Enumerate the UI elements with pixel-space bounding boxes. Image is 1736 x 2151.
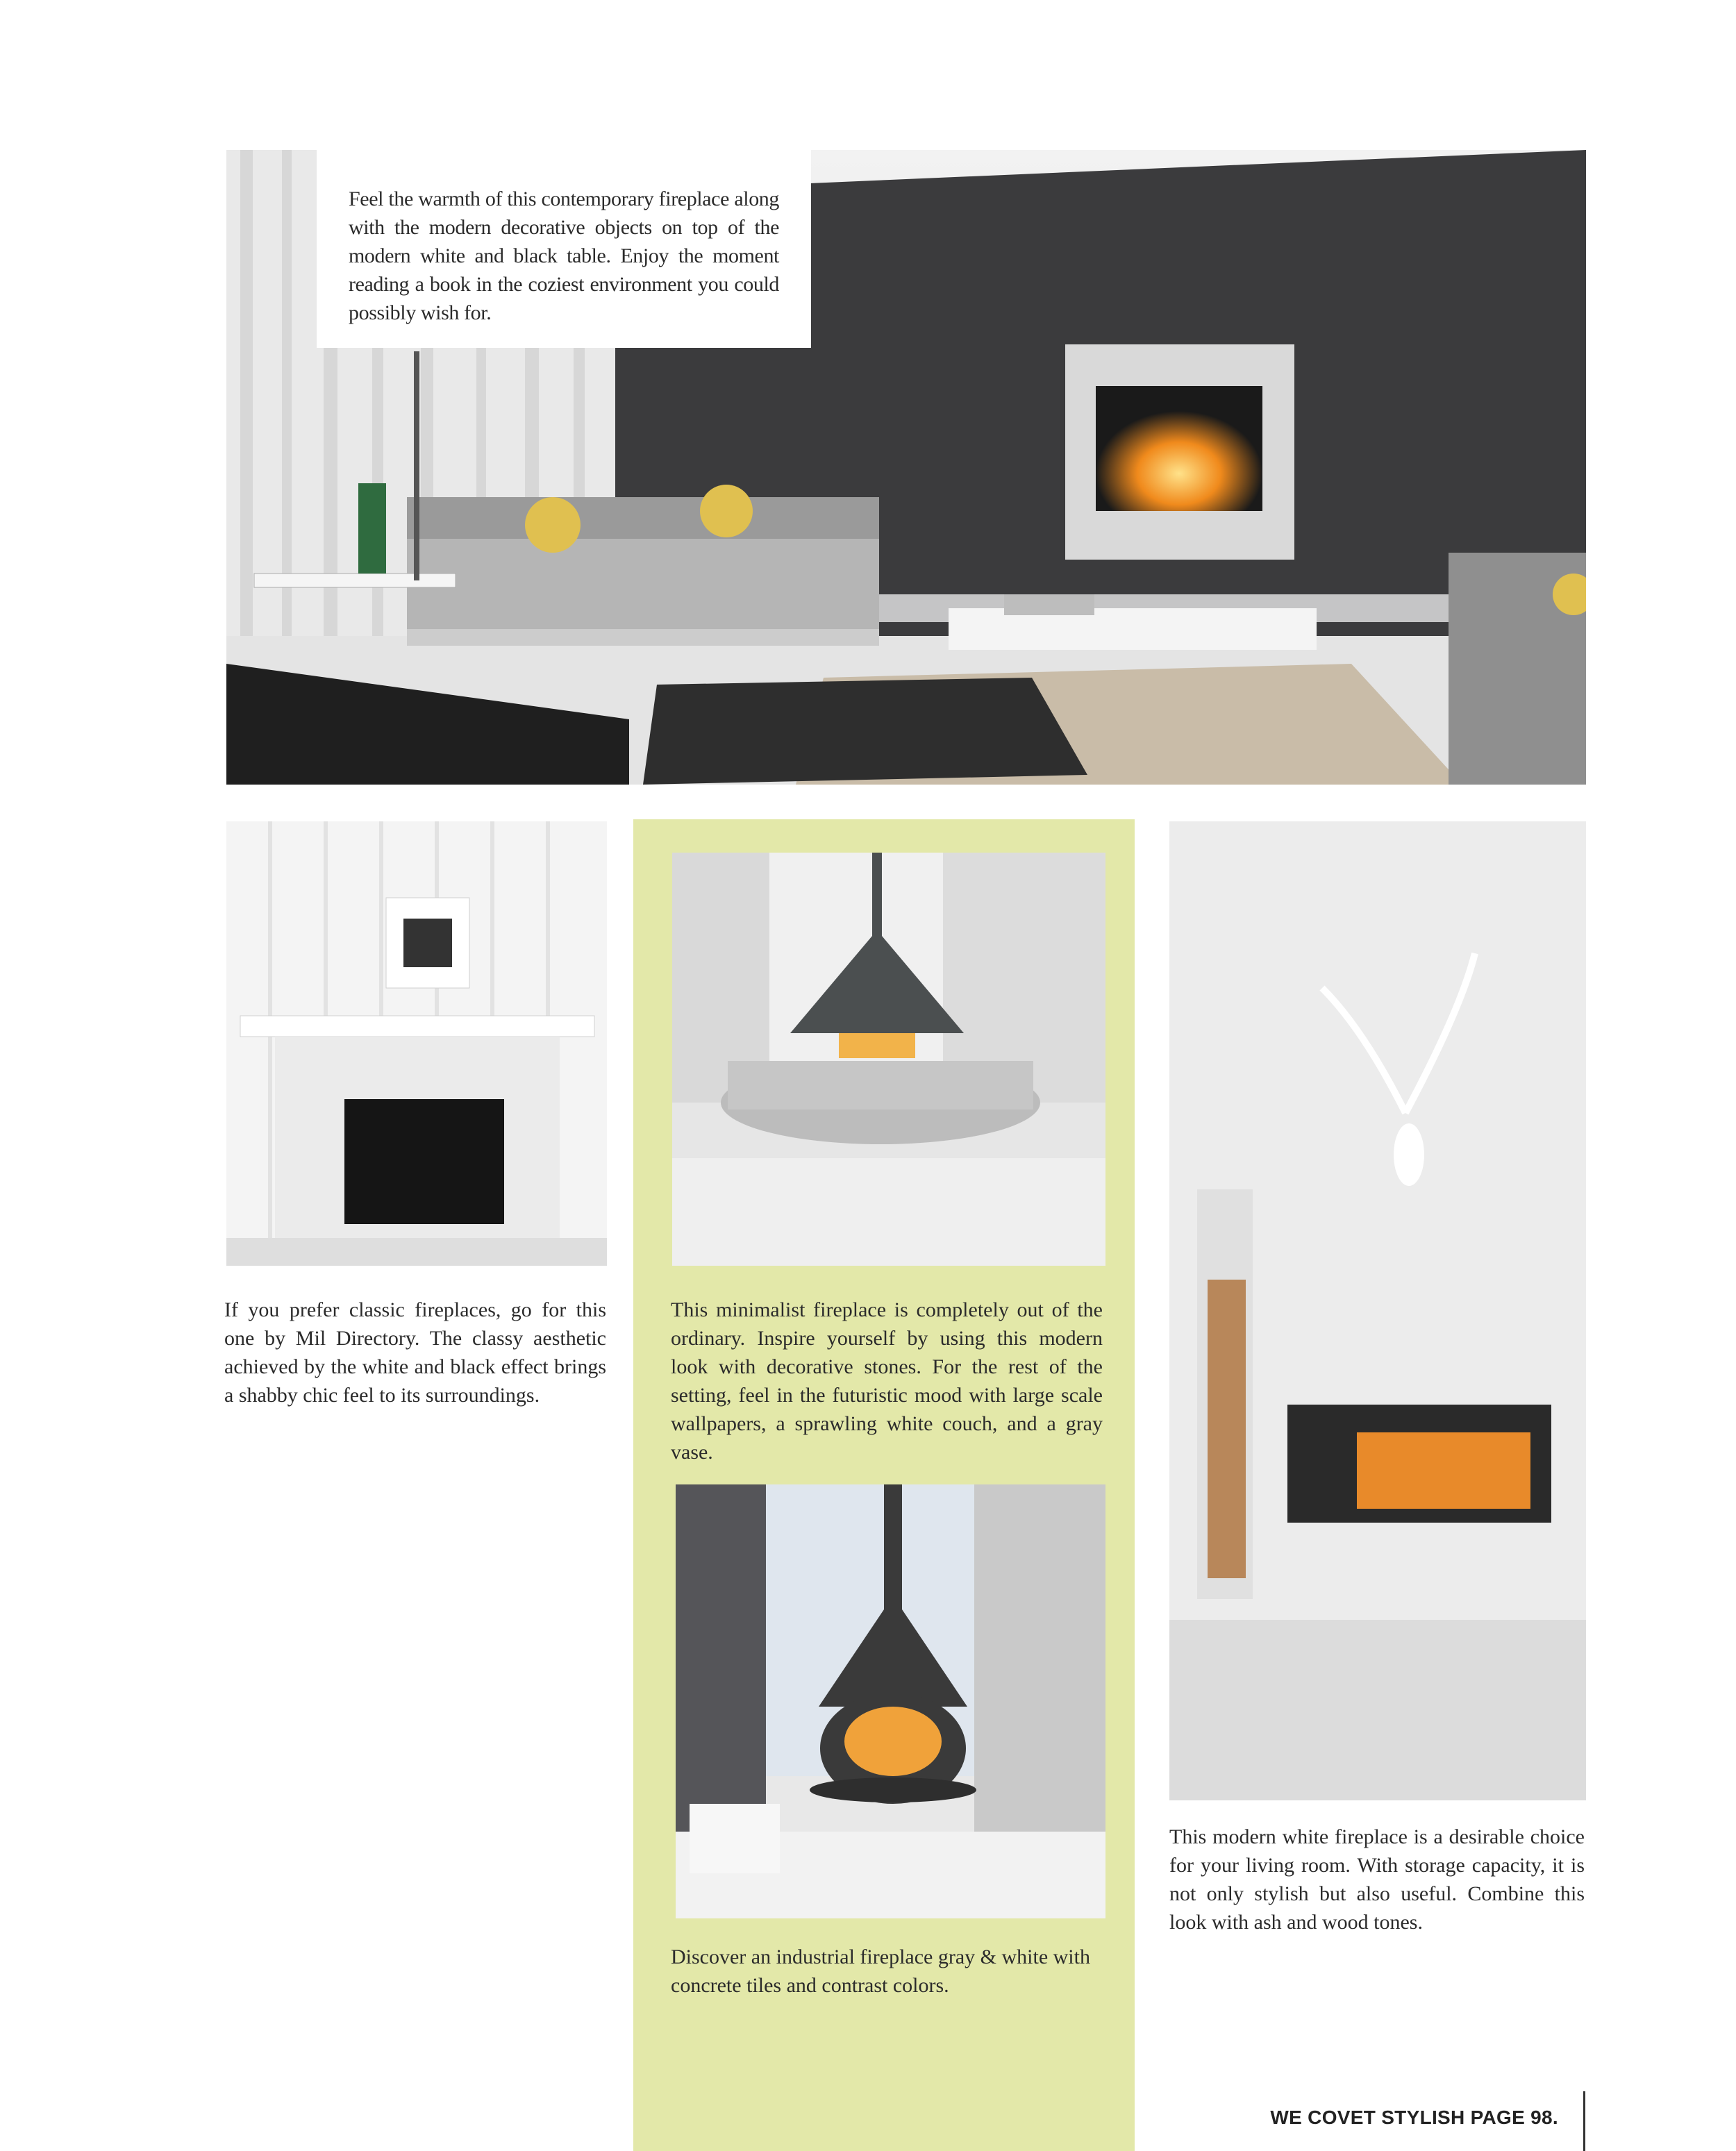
page-footer-label: WE COVET STYLISH PAGE 98.: [1270, 2107, 1558, 2128]
industrial-fireplace-caption: Discover an industrial fireplace gray & white with concrete tiles and contrast colors.: [671, 1945, 1090, 1997]
minimalist-fireplace-caption: This minimalist fireplace is completely out of the ordinary. Inspire yourself by using this modern look with decorative stones. For the rest of the setting, feel in the futuristic mood with large scale wallpapers, a sprawling white couch, and a gray vase.: [671, 1298, 1103, 1464]
industrial-fireplace-photo: [676, 1484, 1105, 1918]
hero-caption-text: Feel the warmth of this contemporary fireplace along with the modern decorative objects on top of the modern white and black table. Enjoy the moment reading a book in the coziest environment you could possibly wish for.: [349, 187, 779, 324]
footer-divider: [1583, 2091, 1585, 2151]
classic-fireplace-photo: [226, 821, 607, 1266]
suspended-fireplace-photo: [672, 853, 1105, 1266]
white-fireplace-photo: [1169, 821, 1586, 1800]
white-fireplace-caption: This modern white fireplace is a desirable choice for your living room. With storage capacity, it is not only stylish but also useful. Combine this look with ash and wood tones.: [1169, 1825, 1585, 1934]
classic-fireplace-caption: If you prefer classic fireplaces, go for this one by Mil Directory. The classy aesthetic achieved by the white and black effect brings a shabby chic feel to its surroundings.: [224, 1298, 606, 1407]
hero-caption-box: [317, 150, 811, 348]
